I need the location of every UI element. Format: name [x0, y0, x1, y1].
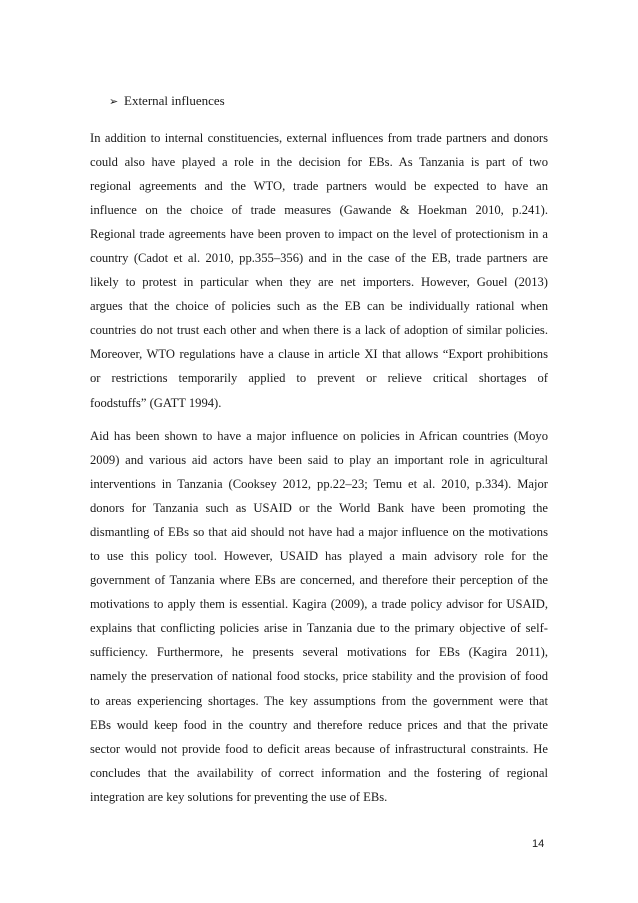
text-line: interventions in Tanzania (Cooksey 2012, pp.22–23; Temu et al. 2010, p.334). Major: [90, 477, 548, 492]
text-line: Moreover, WTO regulations have a clause in article XI that allows “Export prohibitions: [90, 347, 548, 362]
text-line: influence on the choice of trade measures (Gawande & Hoekman 2010, p.241).: [90, 203, 548, 218]
text-line: country (Cadot et al. 2010, pp.355–356) and in the case of the EB, trade partners are: [90, 251, 548, 266]
text-line: regional agreements and the WTO, trade partners would be expected to have an: [90, 179, 548, 194]
text-line: donors for Tanzania such as USAID or the World Bank have been promoting the: [90, 501, 548, 516]
text-line: dismantling of EBs so that aid should not have had a major influence on the motivations: [90, 525, 548, 540]
text-line: countries do not trust each other and when there is a lack of adoption of similar policies.: [90, 323, 548, 338]
text-line: government of Tanzania where EBs are concerned, and therefore their perception of the: [90, 573, 548, 588]
text-line: Regional trade agreements have been proven to impact on the level of protectionism in a: [90, 227, 548, 242]
text-line: namely the preservation of national food stocks, price stability and the provision of food: [90, 669, 548, 684]
text-line: foodstuffs” (GATT 1994).: [90, 395, 222, 410]
text-line: EBs would keep food in the country and therefore reduce prices and that the private: [90, 717, 548, 732]
text-line: could also have played a role in the decision for EBs. As Tanzania is part of two: [90, 155, 548, 170]
text-line: to areas experiencing shortages. The key assumptions from the government were that: [90, 693, 548, 708]
paragraph-external-influences: [90, 130, 548, 419]
text-line: Aid has been shown to have a major influence on policies in African countries (Moyo: [90, 429, 548, 443]
section-heading-text: External influences: [124, 93, 225, 108]
text-line: sufficiency. Furthermore, he presents several motivations for EBs (Kagira 2011),: [90, 645, 548, 660]
text-line: motivations to apply them is essential. Kagira (2009), a trade policy advisor for USAID,: [90, 597, 548, 612]
text-line: or restrictions temporarily applied to prevent or relieve critical shortages of: [90, 371, 548, 386]
paragraph-aid-influence: [90, 428, 548, 813]
text-line: 2009) and various aid actors have been said to play an important role in agricultural: [90, 453, 548, 468]
text-line: In addition to internal constituencies, external influences from trade partners and donors: [90, 131, 548, 145]
text-line: concludes that the availability of correct information and the fostering of regional: [90, 765, 548, 780]
text-line: sector would not provide food to deficit areas because of infrastructural constraints. He: [90, 741, 548, 756]
text-line: argues that the choice of policies such as the EB can be individually rational when: [90, 299, 548, 314]
page-number: 14: [532, 838, 545, 850]
text-line: explains that conflicting policies arise in Tanzania due to the primary objective of self-: [90, 621, 548, 636]
text-line: likely to protest in particular when they are net importers. However, Gouel (2013): [90, 275, 548, 290]
text-line: to use this policy tool. However, USAID has played a main advisory role for the: [90, 549, 548, 564]
text-line: integration are key solutions for preventing the use of EBs.: [90, 789, 388, 804]
section-heading: [109, 93, 225, 110]
arrow-bullet-icon: ➢: [109, 95, 119, 108]
